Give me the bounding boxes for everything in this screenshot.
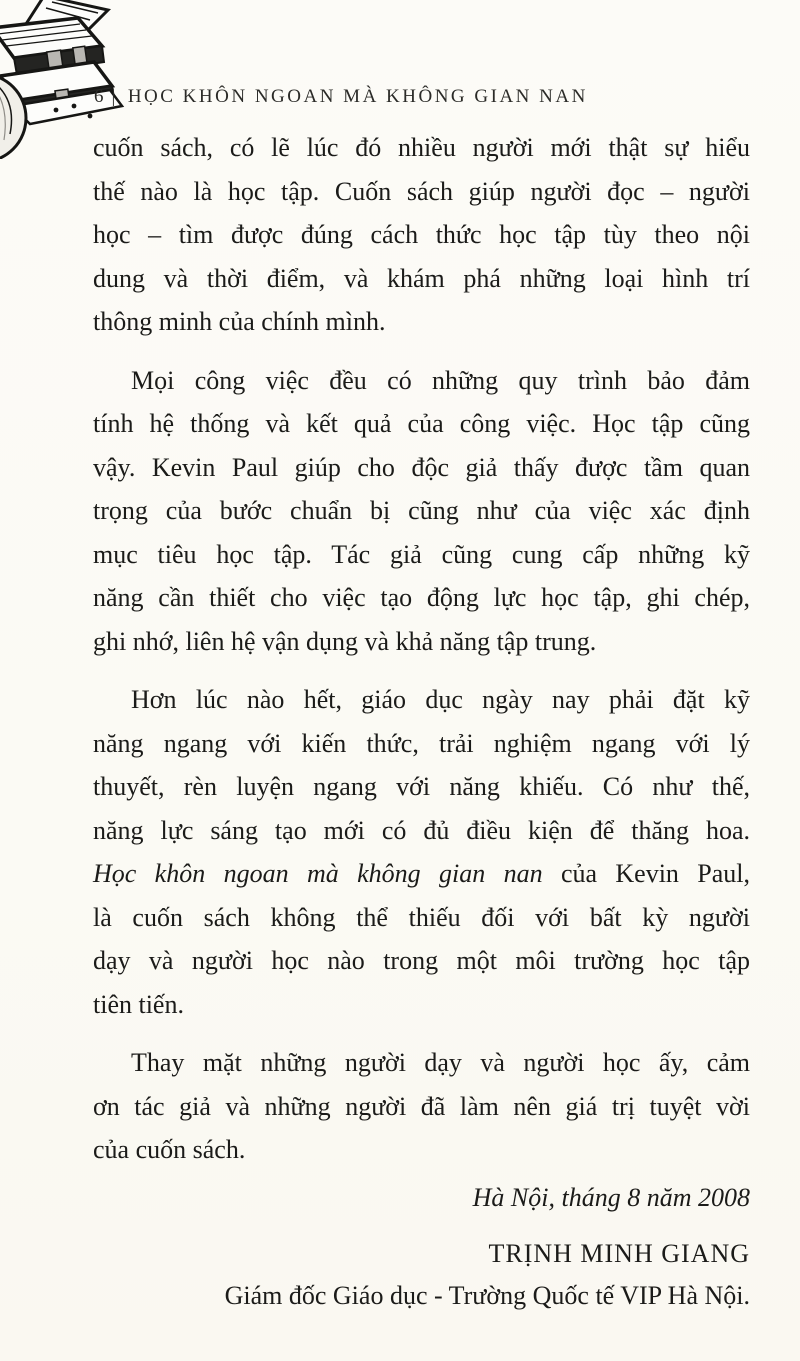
signature-block <box>93 1178 750 1316</box>
text-segment: dạy và người học nào trong một môi trường học tập <box>93 946 750 975</box>
text-segment: là cuốn sách không thể thiếu đối với bất kỳ người <box>93 902 750 932</box>
text-line <box>93 300 750 344</box>
text-segment: thông minh của chính mình. <box>93 307 386 336</box>
body-paragraphs <box>93 126 750 1187</box>
signature-name: TRỊNH MINH GIANG <box>488 1239 750 1268</box>
text-line <box>93 765 750 809</box>
paragraph <box>93 359 750 664</box>
text-line <box>93 359 750 403</box>
running-title: HỌC KHÔN NGOAN MÀ KHÔNG GIAN NAN <box>127 86 588 107</box>
text-segment: của Kevin Paul, <box>542 859 751 888</box>
text-line <box>93 620 750 664</box>
text-segment: ghi nhớ, liên hệ vận dụng và khả năng tập trung. <box>93 626 597 656</box>
text-line <box>93 213 750 257</box>
text-segment: năng ngang với kiến thức, trải nghiệm ngang với lý <box>93 728 750 758</box>
running-head <box>94 86 588 108</box>
text-segment: trọng của bước chuẩn bị cũng như của việc xác định <box>93 496 750 525</box>
text-line <box>93 809 750 853</box>
text-segment: tiên tiến. <box>93 989 184 1019</box>
text-segment: ơn tác giả và những người đã làm nên giá trị tuyệt vời <box>93 1091 750 1121</box>
paragraph <box>93 1041 750 1172</box>
text-segment: tính hệ thống và kết quả của công việc. Học tập cũng <box>93 409 750 438</box>
text-segment: năng lực sáng tạo mới có đủ điều kiện để thăng hoa. <box>93 815 750 845</box>
text-line <box>93 983 750 1027</box>
header-separator: | <box>111 86 118 107</box>
text-line <box>93 678 750 722</box>
text-line <box>93 722 750 766</box>
text-segment: thuyết, rèn luyện ngang với năng khiếu. Có như thế, <box>93 772 750 801</box>
text-segment: Thay mặt những người dạy và người học ấy, cảm <box>131 1048 750 1077</box>
text-line <box>93 852 750 896</box>
text-line <box>93 576 750 620</box>
text-line <box>93 446 750 490</box>
text-line <box>93 939 750 983</box>
text-segment: Mọi công việc đều có những quy trình bảo đảm <box>131 365 750 395</box>
text-segment: dung và thời điểm, và khám phá những loại hình trí <box>93 263 750 293</box>
page-number: 6 <box>94 86 104 107</box>
text-line <box>93 1041 750 1085</box>
text-segment: mục tiêu học tập. Tác giả cũng cung cấp những kỹ <box>93 539 750 569</box>
paragraph <box>93 126 750 344</box>
text-line <box>93 533 750 577</box>
text-line <box>93 1085 750 1129</box>
text-segment: thế nào là học tập. Cuốn sách giúp người đọc – người <box>93 176 750 206</box>
text-line <box>93 257 750 301</box>
text-segment: năng cần thiết cho việc tạo động lực học tập, ghi chép, <box>93 583 750 612</box>
text-line <box>93 402 750 446</box>
paragraph <box>93 678 750 1026</box>
text-line <box>93 170 750 214</box>
text-segment: Hơn lúc nào hết, giáo dục ngày nay phải đặt kỹ <box>131 685 750 714</box>
signature-title: Giám đốc Giáo dục - Trường Quốc tế VIP Hà Nội. <box>224 1281 750 1310</box>
text-line <box>93 489 750 533</box>
italic-text-segment: Học khôn ngoan mà không gian nan <box>93 859 543 888</box>
text-line <box>93 126 750 170</box>
signature-date: Hà Nội, tháng 8 năm 2008 <box>472 1183 750 1212</box>
text-segment: cuốn sách, có lẽ lúc đó nhiều người mới thật sự hiểu <box>93 133 750 162</box>
text-line <box>93 1128 750 1172</box>
text-segment: học – tìm được đúng cách thức học tập tùy theo nội <box>93 220 750 249</box>
text-segment: vậy. Kevin Paul giúp cho độc giả thấy được tầm quan <box>93 452 750 482</box>
text-segment: của cuốn sách. <box>93 1135 246 1164</box>
text-line <box>93 896 750 940</box>
